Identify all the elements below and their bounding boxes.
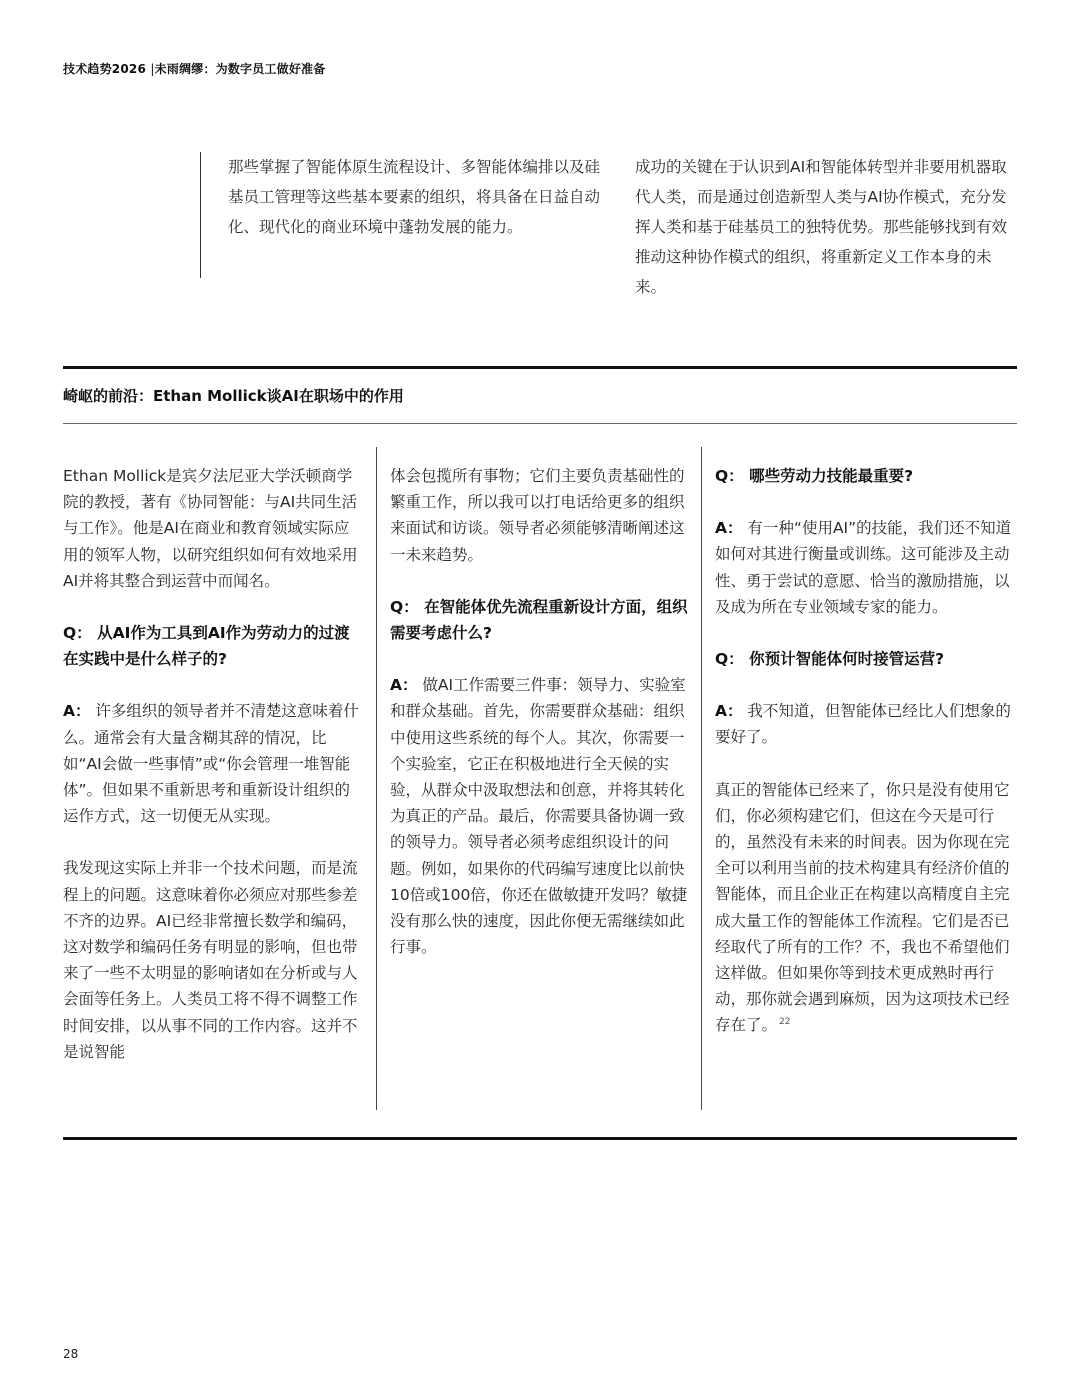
column-divider-2: [701, 447, 702, 1110]
column-divider-1: [376, 447, 377, 1110]
sidebar-title-rule: [63, 423, 1017, 424]
answer-label: A：: [715, 702, 743, 721]
answer-1-text: 许多组织的领导者并不清楚这意味着什么。通常会有大量含糊其辞的情况，比如“AI会做一些事情”或“你会管理一堆智能体”。但如果不重新思考和重新设计组织的运作方式，这一切便无从实现。: [63, 702, 359, 826]
sidebar-column-3: [715, 463, 1015, 1039]
intro-right-paragraph: 成功的关键在于认识到AI和智能体转型并非要用机器取代人类，而是通过创造新型人类与AI协作模式，充分发挥人类和基于硅基员工的独特优势。那些能够找到有效推动这种协作模式的组织，将重新定义工作本身的未来。: [635, 158, 1008, 296]
answer-4-continued-text: 真正的智能体已经来了，你只是没有使用它们，你必须构建它们，但这在今天是可行的，虽然没有未来的时间表。因为你现在完全可以利用当前的技术构建具有经济价值的智能体，而且企业正在构建以高精度自主完成大量工作的智能体工作流程。它们是否已经取代了所有的工作？不，我也不希望他们这样做。但如果你等到技术更成熟时再行动，那你就会遇到麻烦，因为这项技术已经存在了。: [715, 780, 1010, 1035]
answer-2: [390, 672, 690, 960]
answer-4: [715, 698, 1015, 750]
question-4: Q： 你预计智能体何时接管运营?: [715, 650, 945, 669]
page-number: 28: [63, 1347, 79, 1361]
answer-1: [63, 698, 363, 829]
sidebar-title: 崎岖的前沿：Ethan Mollick谈AI在职场中的作用: [63, 387, 404, 405]
sidebar-top-rule: [63, 366, 1017, 369]
running-header: [63, 60, 325, 77]
answer-label: A：: [390, 676, 418, 695]
answer-3-text: 有一种“使用AI”的技能，我们还不知道如何对其进行衡量或训练。这可能涉及主动性、勇于尝试的意愿、恰当的激励措施，以及成为所在专业领域专家的能力。: [715, 519, 1012, 616]
answer-label: A：: [715, 519, 743, 538]
question-3: Q： 哪些劳动力技能最重要?: [715, 467, 914, 485]
sidebar-bottom-rule: [63, 1137, 1017, 1140]
report-title: 技术趋势2026: [63, 62, 146, 76]
answer-1-continued: 我发现这实际上并非一个技术问题，而是流程上的问题。这意味着你必须应对那些参差不齐的边界。AI已经非常擅长数学和编码，这对数学和编码任务有明显的影响，但也带来了一些不太明显的影响诸如在分析或与人会面等任务上。人类员工将不得不调整工作时间安排，以从事不同的工作内容。这并不是说智能: [63, 859, 358, 1061]
intro-right-column: [635, 152, 1007, 302]
intro-left-column: [200, 152, 610, 278]
sidebar-column-1: [63, 463, 363, 1065]
chapter-title: 未雨绸缪：为数字员工做好准备: [154, 62, 326, 76]
bio-paragraph: Ethan Mollick是宾夕法尼亚大学沃顿商学院的教授，著有《协同智能：与AI共同生活与工作》。他是AI在商业和教育领域实际应用的领军人物，以研究组织如何有效地采用AI并将其整合到运营中而闻名。: [63, 467, 358, 590]
question-1: Q： 从AI作为工具到AI作为劳动力的过渡在实践中是什么样子的?: [63, 624, 350, 669]
answer-4-continued: [715, 777, 1015, 1039]
answer-2-text: 做AI工作需要三件事：领导力、实验室和群众基础。首先，你需要群众基础：组织中使用这些系统的每个人。其次，你需要一个实验室，它正在积极地进行全天候的实验，从群众中汲取想法和创意，并将其转化为真正的产品。最后，你需要具备协调一致的领导力。领导者必须考虑组织设计的问题。例如，如果你的代码编写速度比以前快 10倍或100倍，你还在做敏捷开发吗？敏捷没有那么快的速度，因此你便无需继续如此行事。: [390, 676, 688, 957]
header-separator: |: [150, 62, 155, 76]
intro-left-paragraph: 那些掌握了智能体原生流程设计、多智能体编排以及硅基员工管理等这些基本要素的组织，将具备在日益自动化、现代化的商业环境中蓬勃发展的能力。: [228, 158, 601, 236]
answer-1-continued-2: 体会包揽所有事物；它们主要负责基础性的繁重工作，所以我可以打电话给更多的组织来面试和访谈。领导者必须能够清晰阐述这一未来趋势。: [390, 467, 685, 564]
footnote-ref[interactable]: 22: [779, 1017, 791, 1028]
answer-4-text: 我不知道，但智能体已经比人们想象的要好了。: [715, 702, 1011, 747]
question-2: Q： 在智能体优先流程重新设计方面，组织需要考虑什么?: [390, 597, 688, 643]
sidebar-column-2: [390, 463, 690, 960]
answer-label: A：: [63, 702, 91, 721]
answer-3: [715, 515, 1015, 620]
